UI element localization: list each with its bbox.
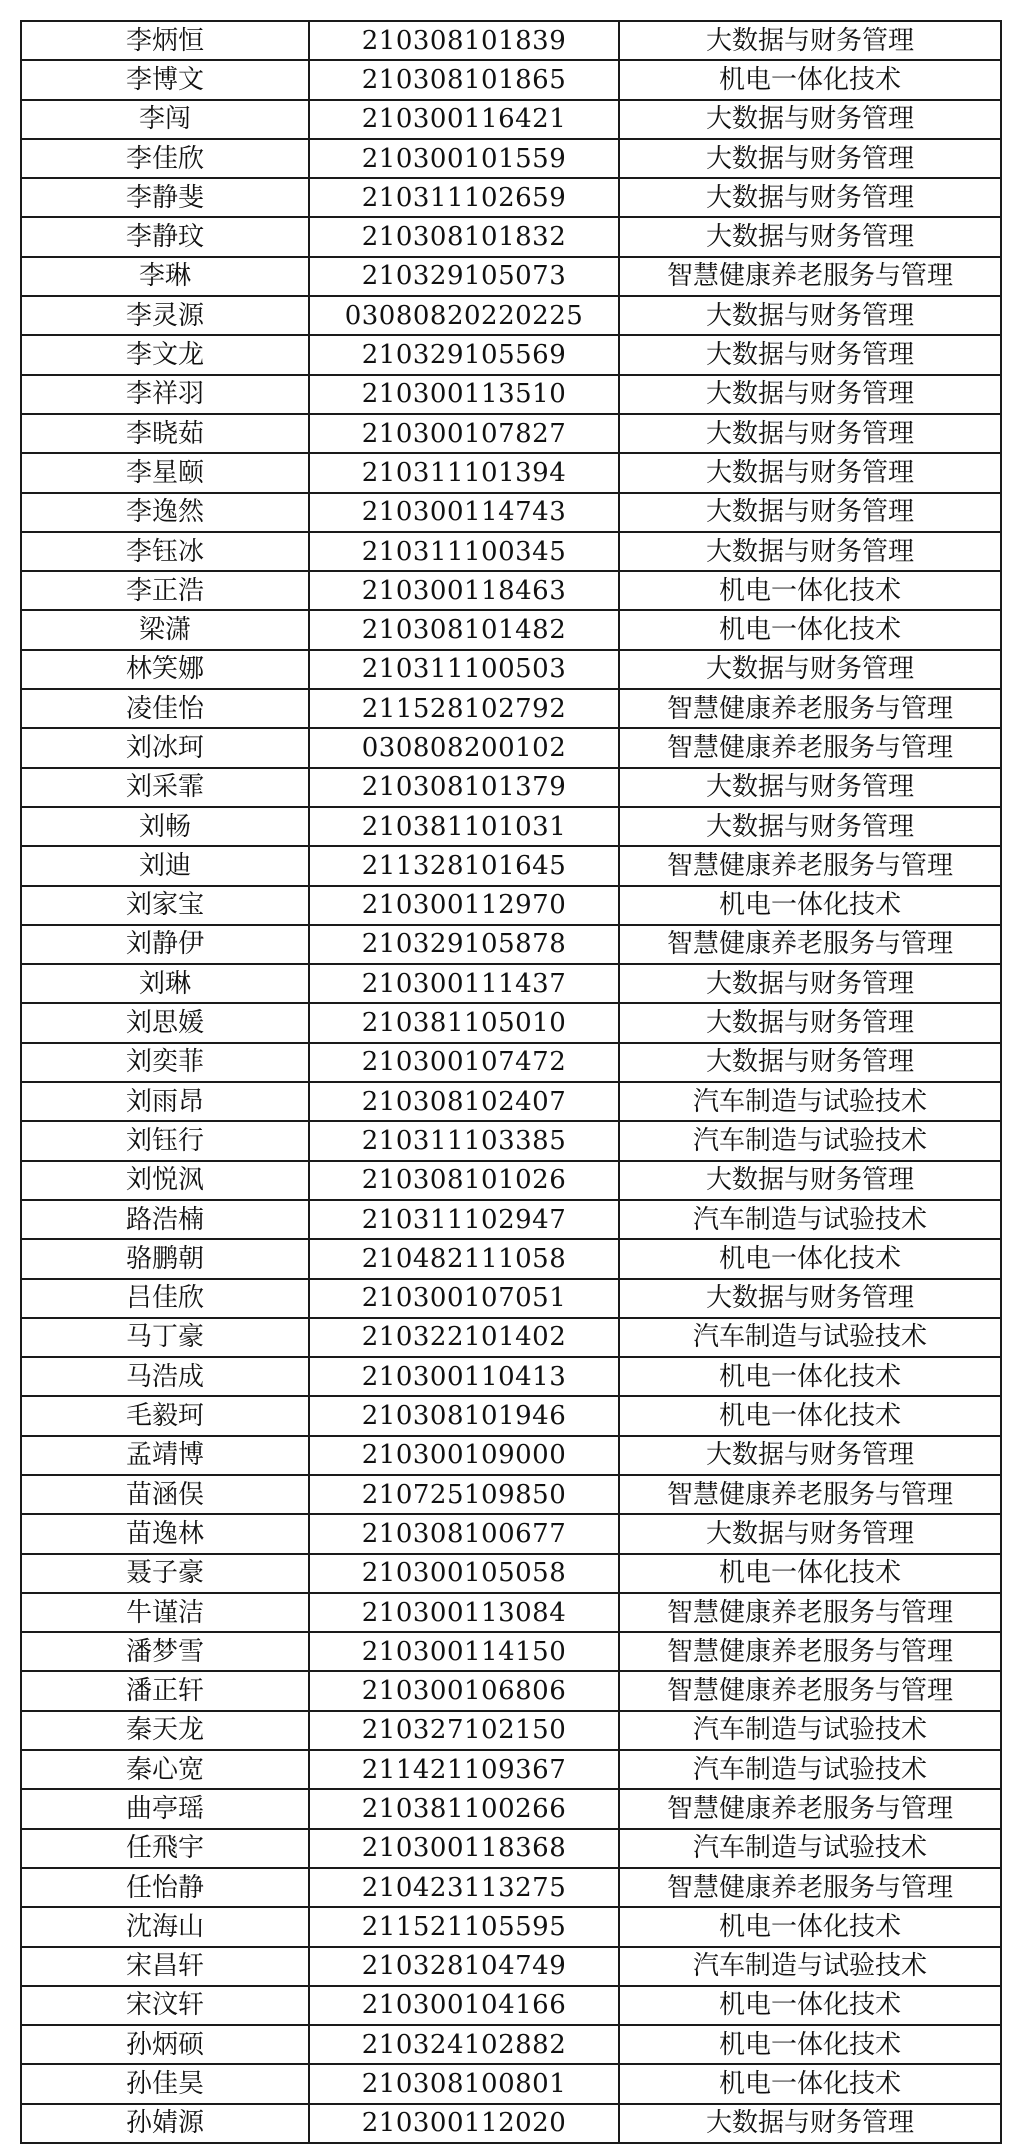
- major-cell: 机电一体化技术: [619, 1357, 1001, 1396]
- student-id-cell: 210300110413: [309, 1357, 619, 1396]
- major-cell: 大数据与财务管理: [619, 21, 1001, 60]
- student-name-cell: 秦天龙: [21, 1711, 309, 1750]
- student-name-cell: 马丁豪: [21, 1318, 309, 1357]
- table-row: [21, 1200, 1001, 1239]
- student-name-cell: 刘悦沨: [21, 1161, 309, 1200]
- student-id-cell: 210327102150: [309, 1711, 619, 1750]
- table-row: [21, 650, 1001, 689]
- table-row: [21, 1829, 1001, 1868]
- roster-table-body: [21, 21, 1001, 2143]
- student-name-cell: 刘雨昂: [21, 1082, 309, 1121]
- major-cell: 智慧健康养老服务与管理: [619, 1671, 1001, 1710]
- student-name-cell: 刘奕菲: [21, 1043, 309, 1082]
- student-name-cell: 刘冰珂: [21, 728, 309, 767]
- student-id-cell: 210300106806: [309, 1671, 619, 1710]
- major-cell: 汽车制造与试验技术: [619, 1750, 1001, 1789]
- major-cell: 大数据与财务管理: [619, 139, 1001, 178]
- table-row: [21, 1750, 1001, 1789]
- table-row: [21, 2104, 1001, 2143]
- student-name-cell: 李博文: [21, 60, 309, 99]
- student-name-cell: 沈海山: [21, 1907, 309, 1946]
- major-cell: 汽车制造与试验技术: [619, 1711, 1001, 1750]
- major-cell: 大数据与财务管理: [619, 1436, 1001, 1475]
- student-id-cell: 210381101031: [309, 807, 619, 846]
- major-cell: 机电一体化技术: [619, 1986, 1001, 2025]
- major-cell: 大数据与财务管理: [619, 2104, 1001, 2143]
- table-row: [21, 1121, 1001, 1160]
- student-name-cell: 凌佳怡: [21, 689, 309, 728]
- student-name-cell: 宋汶轩: [21, 1986, 309, 2025]
- major-cell: 机电一体化技术: [619, 1396, 1001, 1435]
- table-row: [21, 100, 1001, 139]
- student-name-cell: 李祥羽: [21, 375, 309, 414]
- table-row: [21, 1043, 1001, 1082]
- student-id-cell: 210329105878: [309, 925, 619, 964]
- student-name-cell: 苗涵俣: [21, 1475, 309, 1514]
- table-row: [21, 1514, 1001, 1553]
- major-cell: 大数据与财务管理: [619, 650, 1001, 689]
- student-id-cell: 210308101946: [309, 1396, 619, 1435]
- table-row: [21, 1593, 1001, 1632]
- student-id-cell: 210329105073: [309, 257, 619, 296]
- student-id-cell: 210300109000: [309, 1436, 619, 1475]
- student-name-cell: 李琳: [21, 257, 309, 296]
- student-id-cell: 210482111058: [309, 1239, 619, 1278]
- major-cell: 大数据与财务管理: [619, 414, 1001, 453]
- student-name-cell: 刘静伊: [21, 925, 309, 964]
- major-cell: 智慧健康养老服务与管理: [619, 257, 1001, 296]
- major-cell: 大数据与财务管理: [619, 453, 1001, 492]
- major-cell: 大数据与财务管理: [619, 1043, 1001, 1082]
- major-cell: 机电一体化技术: [619, 886, 1001, 925]
- student-id-cell: 03080820220225: [309, 296, 619, 335]
- major-cell: 大数据与财务管理: [619, 1279, 1001, 1318]
- major-cell: 大数据与财务管理: [619, 375, 1001, 414]
- major-cell: 大数据与财务管理: [619, 296, 1001, 335]
- major-cell: 汽车制造与试验技术: [619, 1121, 1001, 1160]
- major-cell: 机电一体化技术: [619, 2025, 1001, 2064]
- table-row: [21, 1318, 1001, 1357]
- table-row: [21, 807, 1001, 846]
- table-row: [21, 217, 1001, 256]
- student-id-cell: 211521105595: [309, 1907, 619, 1946]
- student-name-cell: 李钰冰: [21, 532, 309, 571]
- major-cell: 大数据与财务管理: [619, 768, 1001, 807]
- student-name-cell: 毛毅珂: [21, 1396, 309, 1435]
- student-id-cell: 210300101559: [309, 139, 619, 178]
- major-cell: 智慧健康养老服务与管理: [619, 1632, 1001, 1671]
- student-id-cell: 210311103385: [309, 1121, 619, 1160]
- table-row: [21, 610, 1001, 649]
- table-row: [21, 60, 1001, 99]
- student-id-cell: 210300114743: [309, 493, 619, 532]
- student-id-cell: 210308101482: [309, 610, 619, 649]
- student-id-cell: 210308101865: [309, 60, 619, 99]
- major-cell: 大数据与财务管理: [619, 964, 1001, 1003]
- table-row: [21, 1868, 1001, 1907]
- table-row: [21, 1907, 1001, 1946]
- student-id-cell: 210300111437: [309, 964, 619, 1003]
- table-row: [21, 257, 1001, 296]
- table-row: [21, 1239, 1001, 1278]
- student-id-cell: 210300114150: [309, 1632, 619, 1671]
- major-cell: 机电一体化技术: [619, 2064, 1001, 2103]
- table-row: [21, 886, 1001, 925]
- major-cell: 大数据与财务管理: [619, 100, 1001, 139]
- student-name-cell: 马浩成: [21, 1357, 309, 1396]
- student-name-cell: 孙佳昊: [21, 2064, 309, 2103]
- table-row: [21, 1789, 1001, 1828]
- student-name-cell: 吕佳欣: [21, 1279, 309, 1318]
- student-id-cell: 030808200102: [309, 728, 619, 767]
- major-cell: 智慧健康养老服务与管理: [619, 846, 1001, 885]
- table-row: [21, 1671, 1001, 1710]
- major-cell: 智慧健康养老服务与管理: [619, 689, 1001, 728]
- student-id-cell: 210311101394: [309, 453, 619, 492]
- student-id-cell: 210308102407: [309, 1082, 619, 1121]
- table-row: [21, 925, 1001, 964]
- student-id-cell: 210423113275: [309, 1868, 619, 1907]
- table-row: [21, 2025, 1001, 2064]
- major-cell: 机电一体化技术: [619, 571, 1001, 610]
- major-cell: 智慧健康养老服务与管理: [619, 1593, 1001, 1632]
- student-name-cell: 刘畅: [21, 807, 309, 846]
- major-cell: 汽车制造与试验技术: [619, 1200, 1001, 1239]
- student-name-cell: 牛谨洁: [21, 1593, 309, 1632]
- major-cell: 大数据与财务管理: [619, 217, 1001, 256]
- student-id-cell: 210300118368: [309, 1829, 619, 1868]
- table-row: [21, 1947, 1001, 1986]
- table-row: [21, 493, 1001, 532]
- student-name-cell: 李闯: [21, 100, 309, 139]
- student-name-cell: 孟靖博: [21, 1436, 309, 1475]
- student-id-cell: 210300105058: [309, 1554, 619, 1593]
- major-cell: 机电一体化技术: [619, 1554, 1001, 1593]
- table-row: [21, 21, 1001, 60]
- table-row: [21, 1436, 1001, 1475]
- major-cell: 智慧健康养老服务与管理: [619, 728, 1001, 767]
- table-row: [21, 728, 1001, 767]
- major-cell: 汽车制造与试验技术: [619, 1947, 1001, 1986]
- student-id-cell: 210311102947: [309, 1200, 619, 1239]
- major-cell: 机电一体化技术: [619, 60, 1001, 99]
- major-cell: 大数据与财务管理: [619, 1003, 1001, 1042]
- student-id-cell: 211421109367: [309, 1750, 619, 1789]
- student-name-cell: 林笑娜: [21, 650, 309, 689]
- major-cell: 大数据与财务管理: [619, 1514, 1001, 1553]
- student-id-cell: 210328104749: [309, 1947, 619, 1986]
- table-row: [21, 689, 1001, 728]
- student-name-cell: 刘钰行: [21, 1121, 309, 1160]
- student-name-cell: 孙婧源: [21, 2104, 309, 2143]
- major-cell: 大数据与财务管理: [619, 335, 1001, 374]
- student-name-cell: 李炳恒: [21, 21, 309, 60]
- student-id-cell: 210300113084: [309, 1593, 619, 1632]
- student-id-cell: 210381105010: [309, 1003, 619, 1042]
- student-id-cell: 210300112020: [309, 2104, 619, 2143]
- major-cell: 机电一体化技术: [619, 610, 1001, 649]
- table-row: [21, 1986, 1001, 2025]
- student-id-cell: 210300112970: [309, 886, 619, 925]
- student-name-cell: 刘琳: [21, 964, 309, 1003]
- major-cell: 大数据与财务管理: [619, 807, 1001, 846]
- student-name-cell: 曲亭瑶: [21, 1789, 309, 1828]
- student-id-cell: 210311100503: [309, 650, 619, 689]
- major-cell: 大数据与财务管理: [619, 1161, 1001, 1200]
- student-name-cell: 宋昌轩: [21, 1947, 309, 1986]
- major-cell: 汽车制造与试验技术: [619, 1829, 1001, 1868]
- table-row: [21, 1082, 1001, 1121]
- student-id-cell: 210300104166: [309, 1986, 619, 2025]
- table-row: [21, 414, 1001, 453]
- table-row: [21, 1554, 1001, 1593]
- table-row: [21, 846, 1001, 885]
- major-cell: 机电一体化技术: [619, 1907, 1001, 1946]
- student-name-cell: 李逸然: [21, 493, 309, 532]
- table-row: [21, 1161, 1001, 1200]
- table-row: [21, 335, 1001, 374]
- student-name-cell: 刘家宝: [21, 886, 309, 925]
- table-row: [21, 532, 1001, 571]
- student-id-cell: 210300107472: [309, 1043, 619, 1082]
- student-name-cell: 李正浩: [21, 571, 309, 610]
- roster-table: [20, 20, 1002, 2144]
- student-name-cell: 李晓茹: [21, 414, 309, 453]
- student-name-cell: 路浩楠: [21, 1200, 309, 1239]
- table-row: [21, 768, 1001, 807]
- student-id-cell: 210725109850: [309, 1475, 619, 1514]
- student-id-cell: 210300113510: [309, 375, 619, 414]
- major-cell: 机电一体化技术: [619, 1239, 1001, 1278]
- student-id-cell: 210329105569: [309, 335, 619, 374]
- student-name-cell: 刘采霏: [21, 768, 309, 807]
- student-id-cell: 210311100345: [309, 532, 619, 571]
- student-name-cell: 秦心宽: [21, 1750, 309, 1789]
- student-name-cell: 梁潇: [21, 610, 309, 649]
- student-id-cell: 210324102882: [309, 2025, 619, 2064]
- student-name-cell: 李佳欣: [21, 139, 309, 178]
- student-name-cell: 任飛宇: [21, 1829, 309, 1868]
- table-row: [21, 1711, 1001, 1750]
- student-id-cell: 210308100677: [309, 1514, 619, 1553]
- student-name-cell: 聂子豪: [21, 1554, 309, 1593]
- student-id-cell: 210308101832: [309, 217, 619, 256]
- table-row: [21, 2064, 1001, 2103]
- student-name-cell: 刘思媛: [21, 1003, 309, 1042]
- student-name-cell: 李星颐: [21, 453, 309, 492]
- table-row: [21, 1357, 1001, 1396]
- student-name-cell: 李静玟: [21, 217, 309, 256]
- roster-sheet: [20, 20, 1000, 2144]
- student-name-cell: 刘迪: [21, 846, 309, 885]
- student-id-cell: 210381100266: [309, 1789, 619, 1828]
- student-id-cell: 211328101645: [309, 846, 619, 885]
- student-id-cell: 210322101402: [309, 1318, 619, 1357]
- major-cell: 汽车制造与试验技术: [619, 1082, 1001, 1121]
- major-cell: 大数据与财务管理: [619, 178, 1001, 217]
- student-name-cell: 潘梦雪: [21, 1632, 309, 1671]
- major-cell: 汽车制造与试验技术: [619, 1318, 1001, 1357]
- student-id-cell: 210300107827: [309, 414, 619, 453]
- table-row: [21, 1475, 1001, 1514]
- student-name-cell: 任怡静: [21, 1868, 309, 1907]
- table-row: [21, 571, 1001, 610]
- table-row: [21, 375, 1001, 414]
- table-row: [21, 1279, 1001, 1318]
- table-row: [21, 296, 1001, 335]
- student-name-cell: 骆鹏朝: [21, 1239, 309, 1278]
- major-cell: 大数据与财务管理: [619, 532, 1001, 571]
- student-name-cell: 苗逸林: [21, 1514, 309, 1553]
- student-id-cell: 210308101839: [309, 21, 619, 60]
- student-id-cell: 210308101026: [309, 1161, 619, 1200]
- student-name-cell: 李文龙: [21, 335, 309, 374]
- major-cell: 智慧健康养老服务与管理: [619, 1868, 1001, 1907]
- student-id-cell: 210300118463: [309, 571, 619, 610]
- student-name-cell: 李静斐: [21, 178, 309, 217]
- table-row: [21, 178, 1001, 217]
- table-row: [21, 139, 1001, 178]
- student-name-cell: 李灵源: [21, 296, 309, 335]
- major-cell: 智慧健康养老服务与管理: [619, 1789, 1001, 1828]
- student-id-cell: 211528102792: [309, 689, 619, 728]
- major-cell: 智慧健康养老服务与管理: [619, 925, 1001, 964]
- student-id-cell: 210308101379: [309, 768, 619, 807]
- table-row: [21, 964, 1001, 1003]
- table-row: [21, 1396, 1001, 1435]
- table-row: [21, 1003, 1001, 1042]
- student-id-cell: 210311102659: [309, 178, 619, 217]
- student-id-cell: 210300116421: [309, 100, 619, 139]
- student-name-cell: 潘正轩: [21, 1671, 309, 1710]
- student-id-cell: 210308100801: [309, 2064, 619, 2103]
- table-row: [21, 1632, 1001, 1671]
- student-id-cell: 210300107051: [309, 1279, 619, 1318]
- table-row: [21, 453, 1001, 492]
- major-cell: 大数据与财务管理: [619, 493, 1001, 532]
- major-cell: 智慧健康养老服务与管理: [619, 1475, 1001, 1514]
- student-name-cell: 孙炳硕: [21, 2025, 309, 2064]
